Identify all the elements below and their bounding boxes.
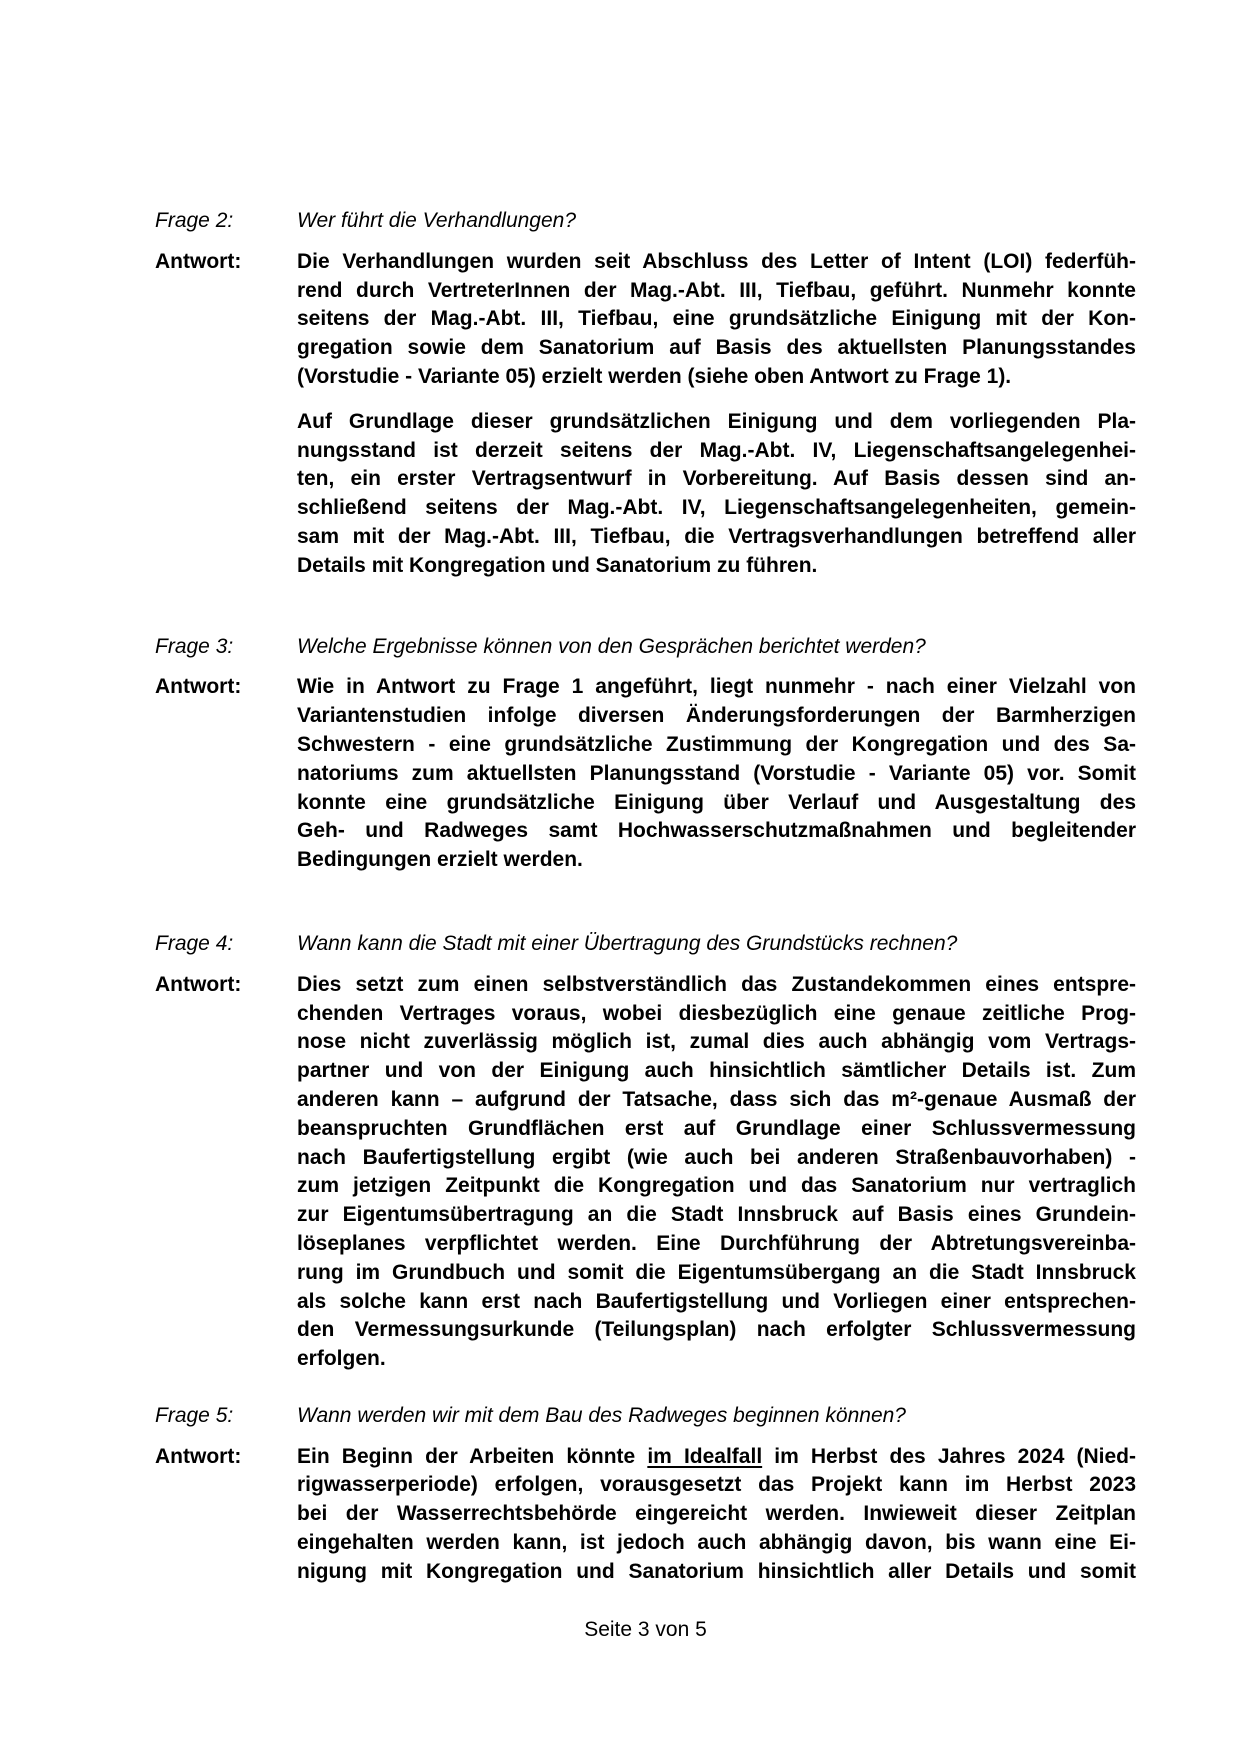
answer-line: nach Baufertigstellung ergibt (wie auch bei anderen Straßenbauvorhaben) - bbox=[297, 1145, 1136, 1169]
qa-block bbox=[155, 207, 1136, 581]
answer-line: löseplanes verpflichtet werden. Eine Durchführung der Abtretungsvereinba- bbox=[297, 1231, 1136, 1255]
answer-line: Auf Grundlage dieser grundsätzlichen Einigung und dem vorliegenden Pla- bbox=[297, 409, 1136, 433]
question-row bbox=[155, 207, 1136, 236]
answer-line: schließend seitens der Mag.-Abt. IV, Liegenschaftsangelegenheiten, gemein- bbox=[297, 496, 1136, 520]
answer-text bbox=[297, 248, 1136, 581]
qa-section bbox=[155, 207, 1136, 1587]
answer-line: Wie in Antwort zu Frage 1 angeführt, liegt nunmehr - nach einer Vielzahl von bbox=[297, 675, 1136, 699]
question-label: Frage 2: bbox=[155, 209, 234, 232]
answer-text bbox=[297, 971, 1136, 1374]
underlined-text: im Idealfall bbox=[647, 1444, 763, 1468]
answer-line: Geh- und Radweges samt Hochwasserschutzmaßnahmen und begleitender bbox=[297, 819, 1136, 843]
answer-line: als solche kann erst nach Baufertigstellung und Vorliegen einer entsprechen- bbox=[297, 1289, 1136, 1313]
answer-row bbox=[155, 673, 1136, 875]
page-footer: Seite 3 von 5 bbox=[584, 1617, 707, 1641]
answer-line: gregation sowie dem Sanatorium auf Basis des aktuellsten Planungsstandes bbox=[297, 336, 1136, 360]
answer-line: Dies setzt zum einen selbstverständlich das Zustandekommen eines entspre- bbox=[297, 972, 1136, 996]
answer-line: (Vorstudie - Variante 05) erzielt werden (siehe oben Antwort zu Frage 1). bbox=[297, 364, 1012, 388]
answer-line: partner und von der Einigung auch hinsichtlich sämtlicher Details ist. Zum bbox=[297, 1059, 1136, 1083]
answer-label: Antwort: bbox=[155, 972, 242, 996]
question-text: Welche Ergebnisse können von den Gesprächen berichtet werden? bbox=[297, 634, 926, 658]
answer-line: zur Eigentumsübertragung an die Stadt Innsbruck auf Basis eines Grundein- bbox=[297, 1203, 1136, 1227]
question-text: Wer führt die Verhandlungen? bbox=[297, 209, 577, 232]
answer-paragraph bbox=[297, 673, 1136, 875]
answer-line: rung im Grundbuch und somit die Eigentumsübergang an die Stadt Innsbruck bbox=[297, 1260, 1136, 1284]
question-label: Frage 3: bbox=[155, 634, 234, 658]
answer-line: nungsstand ist derzeit seitens der Mag.-Abt. IV, Liegenschaftsangelegenhei- bbox=[297, 438, 1136, 462]
answer-line: rend durch VertreterInnen der Mag.-Abt. III, Tiefbau, geführt. Nunmehr konnte bbox=[297, 278, 1136, 302]
question-row bbox=[155, 633, 1136, 662]
answer-paragraph bbox=[297, 248, 1136, 392]
answer-line: Ein Beginn der Arbeiten könnte im Idealfall im Herbst des Jahres 2024 (Nied- bbox=[297, 1444, 1136, 1468]
answer-line: Die Verhandlungen wurden seit Abschluss des Letter of Intent (LOI) federfüh- bbox=[297, 249, 1136, 273]
answer-line: Variantenstudien infolge diversen Änderungsforderungen der Barmherzigen bbox=[297, 704, 1136, 728]
question-label: Frage 5: bbox=[155, 1403, 234, 1427]
answer-line: anderen kann – aufgrund der Tatsache, dass sich das m²-genaue Ausmaß der bbox=[297, 1087, 1136, 1111]
answer-text bbox=[297, 1443, 1136, 1587]
answer-line: den Vermessungsurkunde (Teilungsplan) nach erfolgter Schlussvermessung bbox=[297, 1318, 1136, 1342]
answer-text bbox=[297, 673, 1136, 875]
answer-line: sam mit der Mag.-Abt. III, Tiefbau, die Vertragsverhandlungen betreffend aller bbox=[297, 524, 1136, 548]
answer-label: Antwort: bbox=[155, 249, 242, 273]
answer-paragraph bbox=[297, 971, 1136, 1374]
qa-block bbox=[155, 633, 1136, 875]
answer-line: Details mit Kongregation und Sanatorium zu führen. bbox=[297, 553, 818, 577]
question-row bbox=[155, 1402, 1136, 1431]
question-text: Wann werden wir mit dem Bau des Radweges beginnen können? bbox=[297, 1403, 906, 1427]
answer-line: nose nicht zuverlässig möglich ist, zumal dies auch abhängig vom Vertrags- bbox=[297, 1030, 1136, 1054]
question-text: Wann kann die Stadt mit einer Übertragung des Grundstücks rechnen? bbox=[297, 931, 958, 955]
answer-paragraph bbox=[297, 408, 1136, 581]
answer-line: nigung mit Kongregation und Sanatorium hinsichtlich aller Details und somit bbox=[297, 1559, 1136, 1583]
answer-line: Bedingungen erzielt werden. bbox=[297, 848, 583, 872]
answer-line: konnte eine grundsätzliche Einigung über Verlauf und Ausgestaltung des bbox=[297, 790, 1136, 814]
answer-line: beanspruchten Grundflächen erst auf Grundlage einer Schlussvermessung bbox=[297, 1116, 1136, 1140]
answer-paragraph bbox=[297, 1443, 1136, 1587]
answer-line: eingehalten werden kann, ist jedoch auch abhängig davon, bis wann eine Ei- bbox=[297, 1531, 1136, 1555]
answer-line: ten, ein erster Vertragsentwurf in Vorbereitung. Auf Basis dessen sind an- bbox=[297, 467, 1136, 491]
answer-label: Antwort: bbox=[155, 1444, 242, 1468]
answer-row bbox=[155, 971, 1136, 1374]
answer-line: rigwasserperiode) erfolgen, vorausgesetzt das Projekt kann im Herbst 2023 bbox=[297, 1473, 1136, 1497]
answer-row bbox=[155, 248, 1136, 581]
answer-row bbox=[155, 1443, 1136, 1587]
answer-line: zum jetzigen Zeitpunkt die Kongregation und das Sanatorium nur vertraglich bbox=[297, 1174, 1136, 1198]
qa-block bbox=[155, 1402, 1136, 1587]
answer-line: natoriums zum aktuellsten Planungsstand (Vorstudie - Variante 05) vor. Somit bbox=[297, 761, 1136, 785]
answer-line: erfolgen. bbox=[297, 1347, 386, 1371]
answer-line: bei der Wasserrechtsbehörde eingereicht werden. Inwieweit dieser Zeitplan bbox=[297, 1502, 1136, 1526]
qa-block bbox=[155, 930, 1136, 1374]
answer-label: Antwort: bbox=[155, 675, 242, 699]
question-label: Frage 4: bbox=[155, 931, 234, 955]
answer-line: Schwestern - eine grundsätzliche Zustimmung der Kongregation und des Sa- bbox=[297, 732, 1136, 756]
answer-line: chenden Vertrages voraus, wobei diesbezüglich eine genaue zeitliche Prog- bbox=[297, 1001, 1136, 1025]
answer-line: seitens der Mag.-Abt. III, Tiefbau, eine grundsätzliche Einigung mit der Kon- bbox=[297, 307, 1136, 331]
question-row bbox=[155, 930, 1136, 959]
